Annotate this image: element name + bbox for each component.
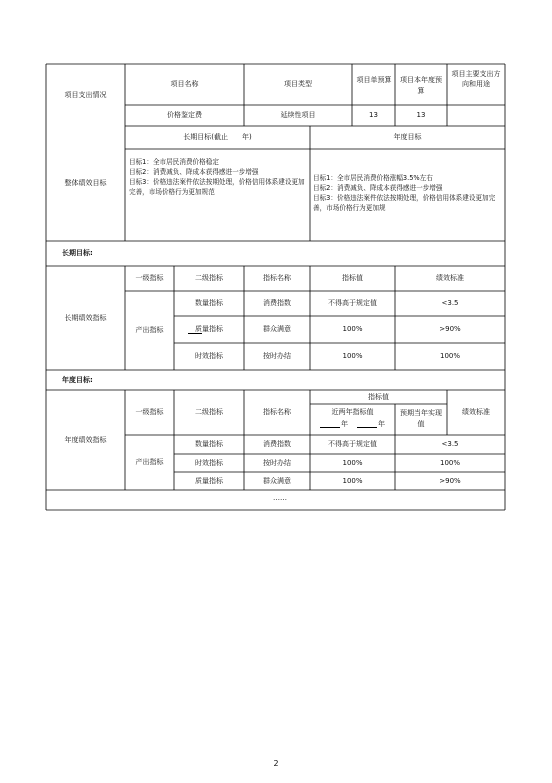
ellipsis: …… bbox=[273, 494, 287, 502]
an-header-expected: 预期当年实现值 bbox=[400, 409, 442, 428]
long-term-goal-text: 目标1：全市居民消费价格稳定 目标2：消费减负、降成本获得感进一步增强 目标3：价格违法案件依法按期处理，价格信用体系建设更加完善，市场价格行为更加规范 bbox=[129, 158, 305, 196]
cell-project-name: 价格鉴定费 bbox=[167, 111, 202, 119]
lt-row-standard: <3.5 bbox=[441, 299, 459, 307]
long-term-indicators-label: 长期绩效指标 bbox=[64, 314, 107, 322]
an-header-year-1: 年 bbox=[341, 420, 348, 428]
underline-mark bbox=[188, 333, 202, 334]
lt-header-level2: 二级指标 bbox=[195, 274, 223, 282]
annual-section-title: 年度目标: bbox=[62, 376, 93, 384]
an-row-standard: 100% bbox=[439, 459, 460, 467]
lt-row-level2: 时效指标 bbox=[195, 352, 223, 360]
an-row-value: 不得高于规定值 bbox=[328, 440, 377, 448]
an-row-name: 消费指数 bbox=[263, 440, 291, 448]
annual-goal-text: 目标1：全市居民消费价格涨幅3.5%左右 目标2：消费减负、降成本获得感进一步增强 目标3：价格违法案件依法按期处理，价格信用体系建设更加完善，市场价格行为更加规 bbox=[313, 174, 496, 212]
lt-row-level2: 数量指标 bbox=[195, 299, 223, 307]
an-row-standard: >90% bbox=[439, 477, 461, 485]
annual-goal-header: 年度目标 bbox=[393, 133, 422, 141]
an-row-standard: <3.5 bbox=[441, 440, 459, 448]
an-level1-output: 产出指标 bbox=[135, 458, 164, 466]
cell-annual-budget: 13 bbox=[416, 111, 426, 119]
an-row-name: 按时办结 bbox=[263, 459, 291, 467]
project-expense-label: 项目支出情况 bbox=[64, 91, 107, 99]
long-term-section-title: 长期目标: bbox=[62, 249, 93, 257]
an-row-name: 群众满意 bbox=[263, 477, 291, 485]
an-header-year-2: 年 bbox=[378, 420, 385, 428]
an-header-name: 指标名称 bbox=[263, 408, 291, 416]
lt-row-value: 不得高于规定值 bbox=[328, 299, 377, 307]
lt-row-standard: >90% bbox=[439, 325, 461, 333]
an-header-value-group: 指标值 bbox=[368, 393, 389, 401]
an-header-level1: 一级指标 bbox=[135, 408, 164, 416]
year-blank-1 bbox=[320, 427, 340, 428]
lt-header-name: 指标名称 bbox=[263, 274, 291, 282]
lt-row-name: 按时办结 bbox=[263, 352, 291, 360]
lt-header-level1: 一级指标 bbox=[135, 274, 164, 282]
lt-header-value: 指标值 bbox=[342, 274, 363, 282]
header-purpose: 项目主要支出方向和用途 bbox=[451, 70, 501, 88]
an-row-level2: 时效指标 bbox=[195, 459, 223, 467]
lt-row-value: 100% bbox=[342, 325, 363, 333]
header-annual-budget: 项目本年度预算 bbox=[400, 76, 442, 95]
cell-project-type: 延续性项目 bbox=[280, 111, 316, 119]
lt-level1-output: 产出指标 bbox=[135, 326, 164, 334]
header-project-type: 项目类型 bbox=[284, 80, 312, 88]
an-header-standard: 绩效标准 bbox=[462, 408, 490, 416]
lt-header-standard: 绩效标准 bbox=[436, 274, 464, 282]
cell-single-budget: 13 bbox=[369, 111, 378, 119]
lt-row-name: 群众满意 bbox=[263, 325, 291, 333]
an-header-past-years: 近两年指标值 bbox=[331, 408, 374, 416]
an-row-value: 100% bbox=[342, 459, 363, 467]
an-row-value: 100% bbox=[342, 477, 363, 485]
an-row-level2: 质量指标 bbox=[195, 477, 223, 485]
header-project-name: 项目名称 bbox=[170, 80, 199, 88]
long-term-goal-header: 长期目标(截止 年) bbox=[183, 133, 252, 141]
page-number: 2 bbox=[273, 759, 279, 768]
annual-indicators-label: 年度绩效指标 bbox=[64, 436, 107, 444]
lt-row-standard: 100% bbox=[439, 352, 460, 360]
an-row-level2: 数量指标 bbox=[195, 440, 223, 448]
header-single-budget: 项目单预算 bbox=[356, 76, 392, 84]
lt-row-name: 消费指数 bbox=[263, 299, 291, 307]
lt-row-level2: 质量指标 bbox=[195, 325, 223, 333]
overall-goal-label: 整体绩效目标 bbox=[64, 179, 107, 187]
year-blank-2 bbox=[357, 427, 377, 428]
an-header-level2: 二级指标 bbox=[195, 408, 223, 416]
lt-row-value: 100% bbox=[342, 352, 363, 360]
